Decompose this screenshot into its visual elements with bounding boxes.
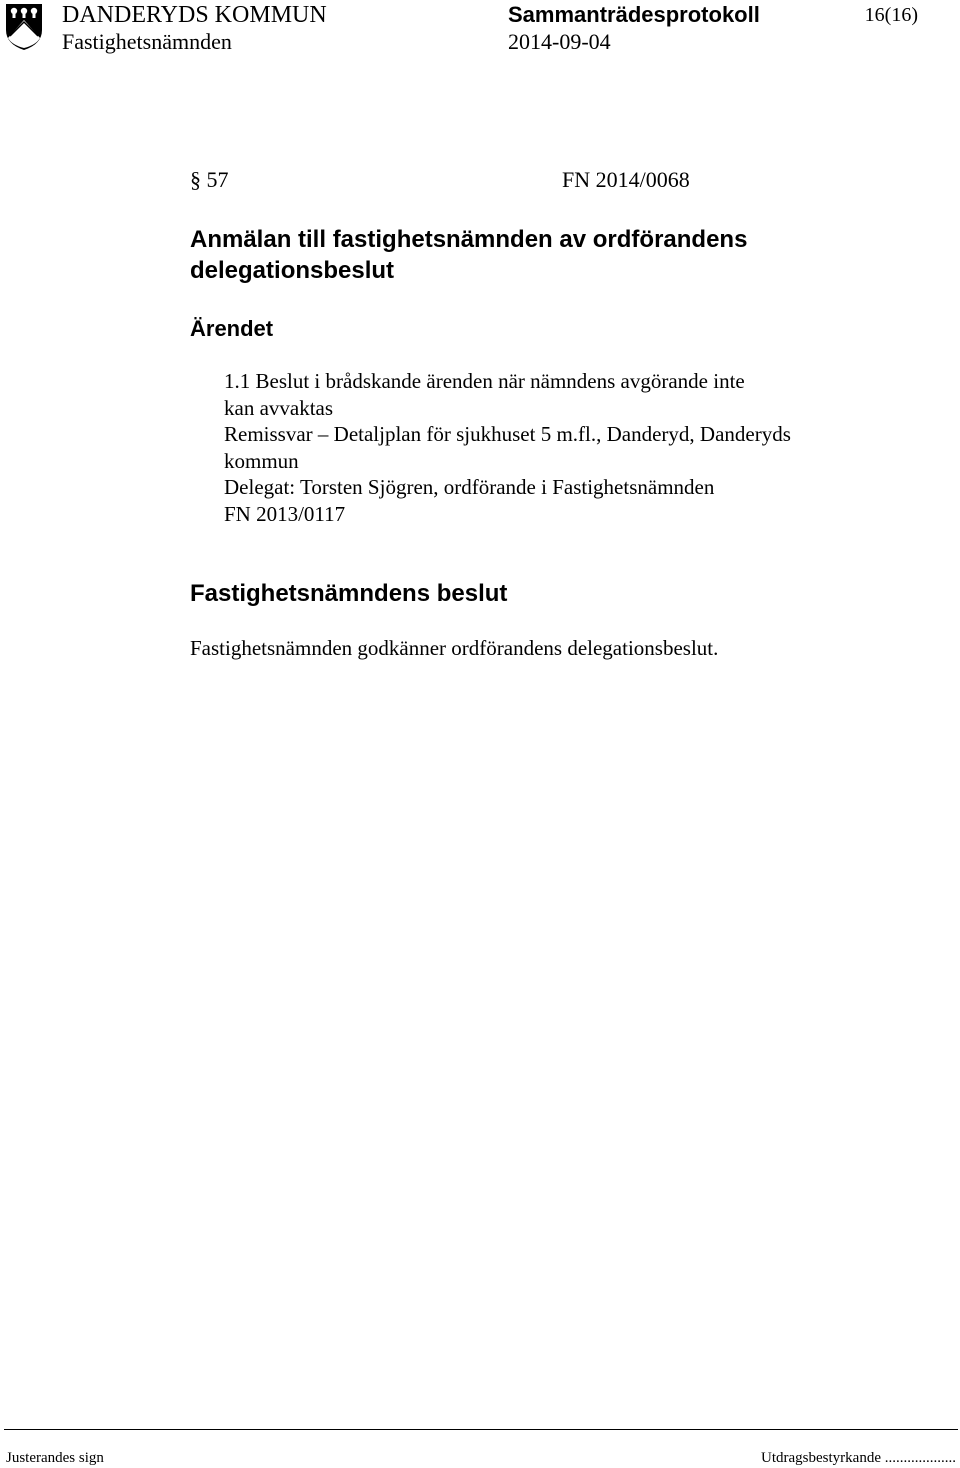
danderyd-coat-of-arms-icon	[4, 2, 44, 52]
arende-line: FN 2013/0117	[224, 501, 346, 526]
footer-divider	[4, 1429, 958, 1430]
paragraph-number: § 57	[190, 167, 229, 192]
footer-justerandes-sign: Justerandes sign	[6, 1450, 104, 1466]
case-number: FN 2014/0068	[562, 167, 690, 192]
arende-line: kommun	[224, 448, 299, 473]
footer-utdragsbestyrkande: Utdragsbestyrkande ...................	[761, 1450, 956, 1466]
beslut-text: Fastighetsnämnden godkänner ordförandens delegationsbeslut.	[190, 636, 719, 660]
arende-line: Delegat: Torsten Sjögren, ordförande i Fastighetsnämnden	[224, 475, 715, 499]
heading-beslut: Fastighetsnämndens beslut	[190, 580, 508, 607]
arende-line: Remissvar – Detaljplan för sjukhuset 5 m.fl., Danderyd, Danderyds	[224, 422, 791, 446]
arende-line: 1.1 Beslut i brådskande ärenden när nämndens avgörande inte	[224, 369, 745, 393]
committee-name: Fastighetsnämnden	[62, 29, 232, 54]
arende-body	[224, 368, 791, 527]
arende-line: kan avvaktas	[224, 395, 334, 420]
document-type: Sammanträdesprotokoll	[508, 2, 760, 27]
section-title: Anmälan till fastighetsnämnden av ordförandens delegationsbeslut	[190, 226, 748, 284]
heading-arendet: Ärendet	[190, 316, 274, 341]
organization-name: DANDERYDS KOMMUN	[62, 2, 327, 28]
page-number: 16(16)	[864, 4, 918, 26]
meeting-date: 2014-09-04	[508, 29, 611, 54]
